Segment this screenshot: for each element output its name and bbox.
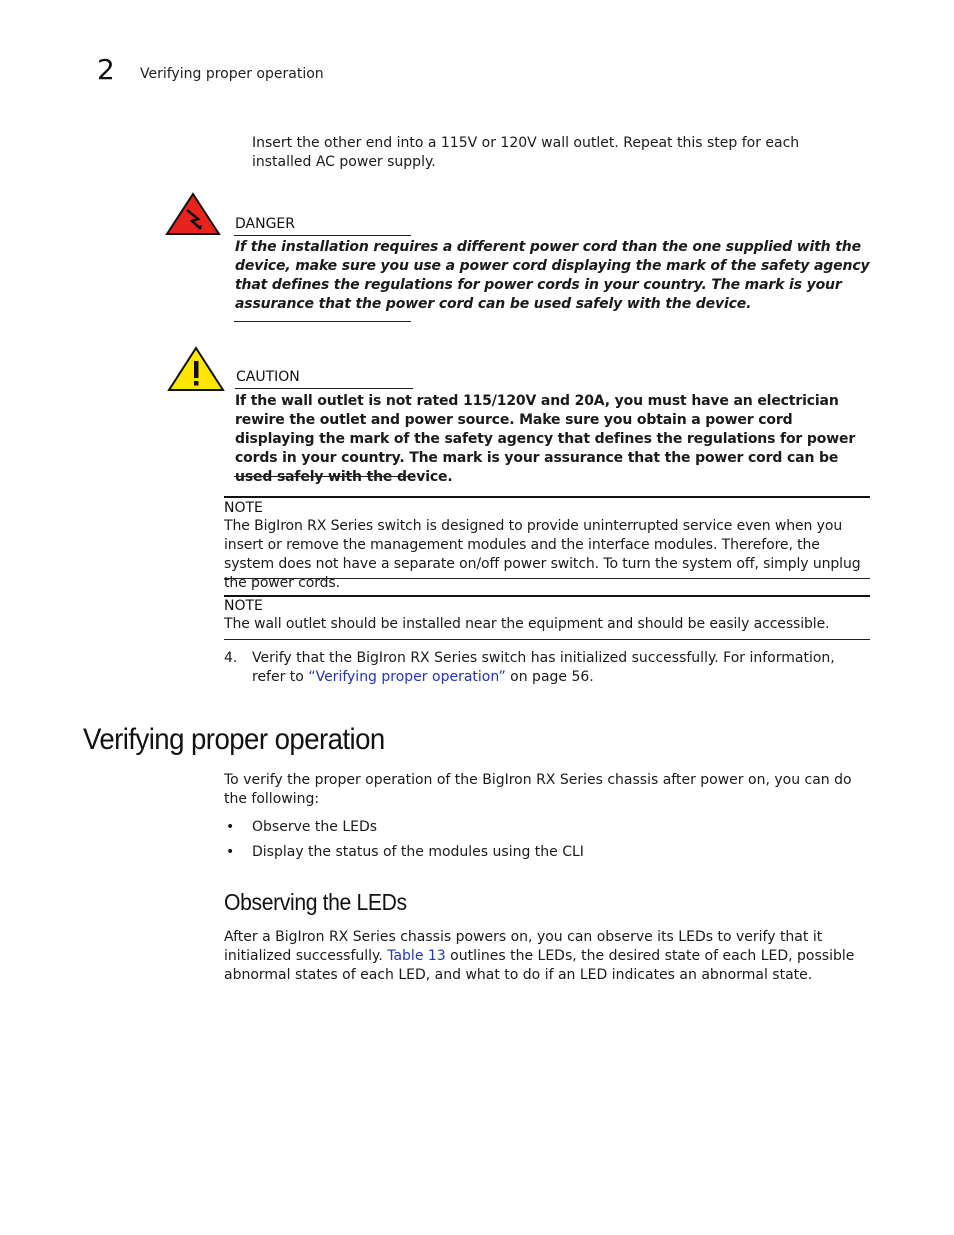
note-label: NOTE: [224, 500, 263, 516]
caution-label: CAUTION: [236, 369, 300, 385]
danger-text: If the installation requires a different power cord than the one supplied with the device, make sure you use a power cord displaying the mark of the safety agency that defines the regulations for power cords in your country. The mark is your assurance that the power cord can be used safely with the device.: [235, 239, 870, 312]
subsection-text: [224, 928, 864, 985]
step-4-text-before: Verify that the BigIron RX Series switch has initialized successfully. For information, refer to: [252, 650, 835, 685]
running-title: Verifying proper operation: [140, 66, 324, 82]
electrical-hazard-icon: [165, 192, 221, 236]
note-label: NOTE: [224, 598, 263, 614]
caution-end-rule: [234, 476, 411, 477]
table-13-link[interactable]: Table 13: [387, 948, 446, 964]
danger-label-rule: [234, 235, 411, 236]
note-top-rule: [224, 595, 870, 597]
danger-end-rule: [234, 321, 411, 322]
caution-label-rule: [235, 388, 413, 389]
caution-text: If the wall outlet is not rated 115/120V and 20A, you must have an electrician rewire the outlet and power source. Make sure you obtain a power cord displaying the mark of the safety agency that defines the regulations for power cords in your country. The mark is your assurance that the power cord can be used safely with the device.: [235, 393, 856, 485]
bullet-item: Observe the LEDs: [252, 819, 378, 835]
step-number: 4.: [224, 650, 238, 666]
step-4-text: [252, 649, 862, 687]
subsection-text-before: After a BigIron RX Series chassis powers on, you can observe its LEDs to verify that it initialized successfully.: [224, 929, 823, 964]
bullet-item: Display the status of the modules using the CLI: [252, 844, 584, 860]
note-top-rule: [224, 496, 870, 498]
verifying-operation-link[interactable]: “Verifying proper operation”: [308, 669, 506, 685]
note-bottom-rule: [224, 578, 870, 579]
subsection-text-after: outlines the LEDs, the desired state of each LED, possible abnormal states of each LED, and what to do if an LED indicates an abnormal state.: [224, 948, 855, 983]
section-heading: Verifying proper operation: [83, 723, 385, 756]
danger-label: DANGER: [235, 216, 296, 232]
step-4-text-after: on page 56.: [505, 669, 594, 685]
chapter-number: 2: [97, 53, 115, 86]
note-text: The BigIron RX Series switch is designed to provide uninterrupted service even when you insert or remove the management modules and the interface modules. Therefore, the system does not have a separate on/off power switch. To turn the system off, simply unplug the power cords.: [224, 518, 861, 591]
section-intro: To verify the proper operation of the BigIron RX Series chassis after power on, you can do the following:: [224, 772, 852, 807]
bullet-icon: •: [226, 844, 235, 860]
subsection-heading: Observing the LEDs: [224, 889, 407, 915]
warning-exclamation-icon: [167, 346, 225, 392]
bullet-icon: •: [226, 819, 235, 835]
step-continuation-text: Insert the other end into a 115V or 120V wall outlet. Repeat this step for each installed AC power supply.: [252, 135, 800, 170]
note-bottom-rule: [224, 639, 870, 640]
note-text: The wall outlet should be installed near the equipment and should be easily accessible.: [224, 616, 830, 632]
